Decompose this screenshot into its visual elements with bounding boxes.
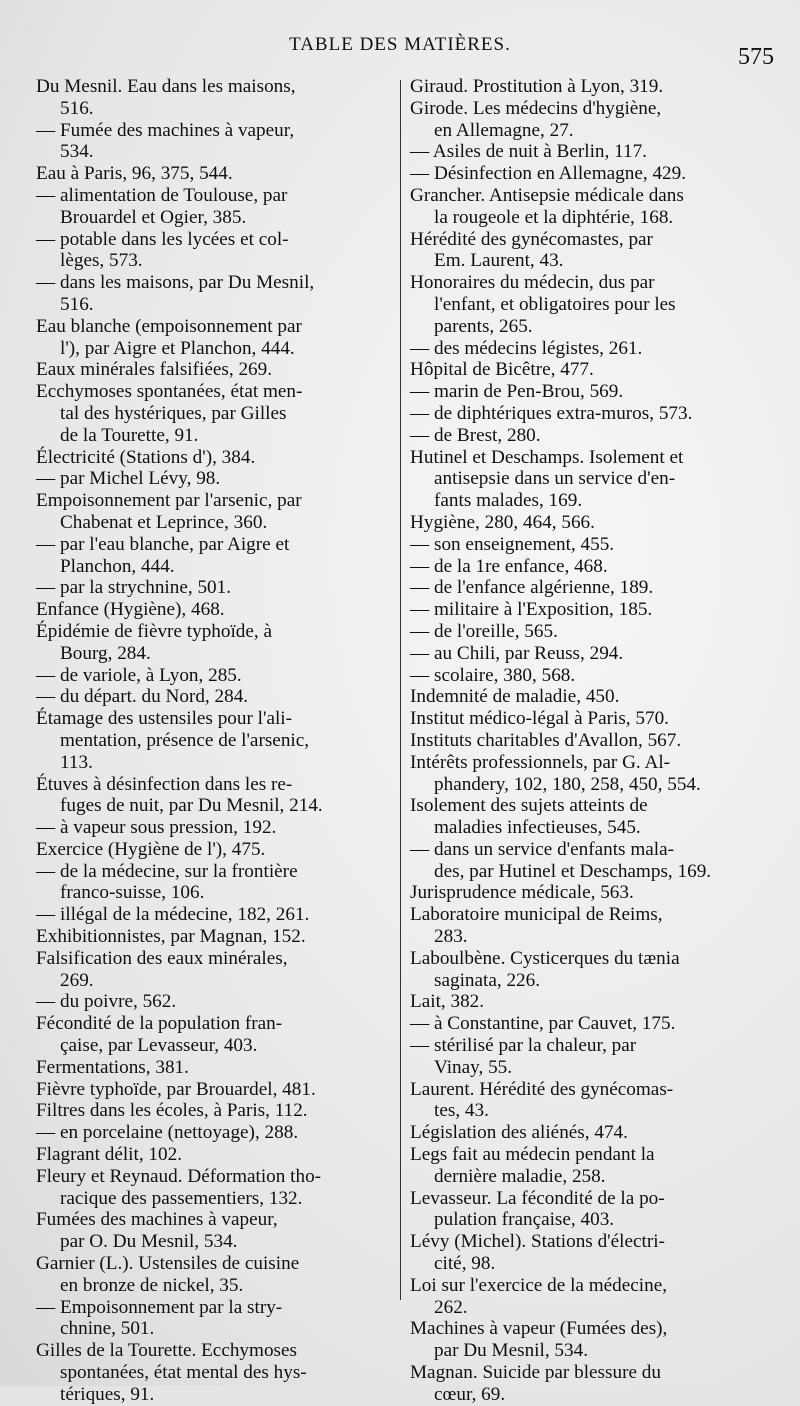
index-line: — de la 1re enfance, 468. [410,555,608,577]
index-line: saginata, 226. [434,969,541,991]
index-line: Filtres dans les écoles, à Paris, 112. [36,1100,308,1122]
index-line: Machines à vapeur (Fumées des), [410,1318,668,1340]
index-line: Eau blanche (empoisonnement par [36,315,302,337]
index-line: par O. Du Mesnil, 534. [60,1231,238,1253]
index-line: tal des hystériques, par Gilles [60,402,287,424]
index-line: racique des passementiers, 132. [60,1187,303,1209]
index-line: cœur, 69. [434,1383,506,1405]
index-line: en Allemagne, 27. [434,119,574,141]
index-line: — de Brest, 280. [410,424,541,446]
index-line: Chabenat et Leprince, 360. [60,511,268,533]
index-line: Hygiène, 280, 464, 566. [410,511,595,533]
index-line: — de la médecine, sur la frontière [36,860,298,882]
index-line: l'), par Aigre et Planchon, 444. [60,337,295,359]
index-line: — par la strychnine, 501. [36,577,232,599]
index-line: cité, 98. [434,1253,496,1275]
index-line: çaise, par Levasseur, 403. [60,1035,258,1057]
index-line: par Du Mesnil, 534. [434,1340,589,1362]
index-line: — dans un service d'enfants mala- [410,838,674,860]
index-line: Indemnité de maladie, 450. [410,686,620,708]
index-line: — au Chili, par Reuss, 294. [410,642,624,664]
index-line: — en porcelaine (nettoyage), 288. [36,1122,299,1144]
index-line: Laurent. Hérédité des gynécomas- [410,1078,674,1100]
index-line: des, par Hutinel et Deschamps, 169. [434,860,712,882]
index-line: Institut médico-légal à Paris, 570. [410,708,669,730]
index-line: 516. [60,97,94,119]
index-line: — de l'enfance algérienne, 189. [410,577,654,599]
index-line: — à vapeur sous pression, 192. [36,817,277,839]
index-line: Jurisprudence médicale, 563. [410,882,634,904]
index-line: fants malades, 169. [434,490,583,512]
index-line: Fermentations, 381. [36,1056,189,1078]
index-line: Étamage des ustensiles pour l'ali- [36,708,293,730]
index-line: Legs fait au médecin pendant la [410,1144,655,1166]
index-line: — par l'eau blanche, par Aigre et [36,533,290,555]
index-line: Levasseur. La fécondité de la po- [410,1187,665,1209]
index-line: Isolement des sujets atteints de [410,795,648,817]
index-line: 113. [60,751,93,773]
index-line: maladies infectieuses, 545. [434,817,641,839]
index-line: — stérilisé par la chaleur, par [410,1035,637,1057]
index-line: Honoraires du médecin, dus par [410,272,655,294]
index-line: Fumées des machines à vapeur, [36,1209,278,1231]
index-line: dernière maladie, 258. [434,1165,606,1187]
index-line: Loi sur l'exercice de la médecine, [410,1274,668,1296]
index-line: Empoisonnement par l'arsenic, par [36,490,302,512]
index-line: Fleury et Reynaud. Déformation tho- [36,1165,322,1187]
index-line: Électricité (Stations d'), 384. [36,446,256,468]
index-line: Flagrant délit, 102. [36,1144,183,1166]
index-line: 269. [60,969,94,991]
index-line: — militaire à l'Exposition, 185. [410,599,653,621]
index-line: — du départ. du Nord, 284. [36,686,249,708]
index-line: parents, 265. [434,315,533,337]
index-line: Étuves à désinfection dans les re- [36,773,293,795]
index-line: 516. [60,293,94,315]
index-line: Ecchymoses spontanées, état men- [36,381,303,403]
index-line: 262. [434,1296,468,1318]
index-line: — par Michel Lévy, 98. [36,468,221,490]
index-line: Lait, 382. [410,991,485,1013]
index-line: Eau à Paris, 96, 375, 544. [36,163,233,185]
index-line: Hôpital de Bicêtre, 477. [410,359,594,381]
index-line: tes, 43. [434,1100,489,1122]
index-line: chnine, 501. [60,1318,155,1340]
index-line: — illégal de la médecine, 182, 261. [36,904,310,926]
index-line: Planchon, 444. [60,555,175,577]
index-line: — de variole, à Lyon, 285. [36,664,242,686]
index-line: Hutinel et Deschamps. Isolement et [410,446,684,468]
index-line: Épidémie de fièvre typhoïde, à [36,620,273,642]
index-line: Giraud. Prostitution à Lyon, 319. [410,76,664,97]
index-line: spontanées, état mental des hys- [60,1362,307,1384]
index-line: — Asiles de nuit à Berlin, 117. [410,141,647,163]
index-line: — de diphtériques extra-muros, 573. [410,402,693,424]
index-line: — Désinfection en Allemagne, 429. [410,163,687,185]
index-line: Bourg, 284. [60,642,151,664]
index-line: Laboratoire municipal de Reims, [410,904,663,926]
index-line: franco-suisse, 106. [60,882,205,904]
index-line: Exercice (Hygiène de l'), 475. [36,838,266,860]
index-line: mentation, présence de l'arsenic, [60,729,310,751]
index-line: — dans les maisons, par Du Mesnil, [36,272,315,294]
index-line: Falsification des eaux minérales, [36,947,288,969]
index-line: phandery, 102, 180, 258, 450, 554. [434,773,701,795]
index-line: — potable dans les lycées et col- [36,228,289,250]
index-line: Garnier (L.). Ustensiles de cuisine [36,1253,300,1275]
index-line: l'enfant, et obligatoires pour les [434,293,676,315]
index-line: de la Tourette, 91. [60,424,199,446]
index-line: Vinay, 55. [434,1056,513,1078]
index-line: fuges de nuit, par Du Mesnil, 214. [60,795,323,817]
index-line: tériques, 91. [60,1383,155,1405]
index-line: 283. [434,926,468,948]
index-line: — son enseignement, 455. [410,533,615,555]
index-line: Fécondité de la population fran- [36,1013,283,1035]
index-line: Gilles de la Tourette. Ecchymoses [36,1340,297,1362]
index-line: en bronze de nickel, 35. [60,1274,244,1296]
page-title: TABLE DES MATIÈRES. [289,34,511,55]
index-line: Enfance (Hygiène), 468. [36,599,225,621]
index-line: pulation française, 403. [434,1209,615,1231]
index-line: — scolaire, 380, 568. [410,664,576,686]
index-line: — alimentation de Toulouse, par [36,184,288,206]
index-line: Instituts charitables d'Avallon, 567. [410,729,682,751]
index-line: Exhibitionnistes, par Magnan, 152. [36,926,306,948]
index-line: — du poivre, 562. [36,991,177,1013]
index-line: Laboulbène. Cysticerques du tænia [410,947,680,969]
index-line: — Empoisonnement par la stry- [36,1296,283,1318]
index-line: Fièvre typhoïde, par Brouardel, 481. [36,1078,316,1100]
index-line: Magnan. Suicide par blessure du [410,1362,661,1384]
index-line: — à Constantine, par Cauvet, 175. [410,1013,676,1035]
index-line: Eaux minérales falsifiées, 269. [36,359,273,381]
index-line: — des médecins légistes, 261. [410,337,643,359]
index-line: Lévy (Michel). Stations d'électri- [410,1231,665,1253]
index-line: Brouardel et Ogier, 385. [60,206,247,228]
index-line: Du Mesnil. Eau dans les maisons, [36,76,296,97]
index-line: Hérédité des gynécomastes, par [410,228,653,250]
left-column [36,76,392,1406]
index-line: Intérêts professionnels, par G. Al- [410,751,671,773]
index-line: Girode. Les médecins d'hygiène, [410,97,662,119]
index-line: — de l'oreille, 565. [410,620,558,642]
right-column [410,76,766,1406]
column-divider [400,80,401,1300]
index-line: Em. Laurent, 43. [434,250,564,272]
index-line: la rougeole et la diphtérie, 168. [434,206,674,228]
index-line: — Fumée des machines à vapeur, [36,119,295,141]
index-line: lèges, 573. [60,250,143,272]
index-line: Grancher. Antisepsie médicale dans [410,184,684,206]
index-line: — marin de Pen-Brou, 569. [410,381,624,403]
index-line: Législation des aliénés, 474. [410,1122,628,1144]
index-line: antisepsie dans un service d'en- [434,468,676,490]
index-line: 534. [60,141,94,163]
page-number: 575 [738,44,774,70]
